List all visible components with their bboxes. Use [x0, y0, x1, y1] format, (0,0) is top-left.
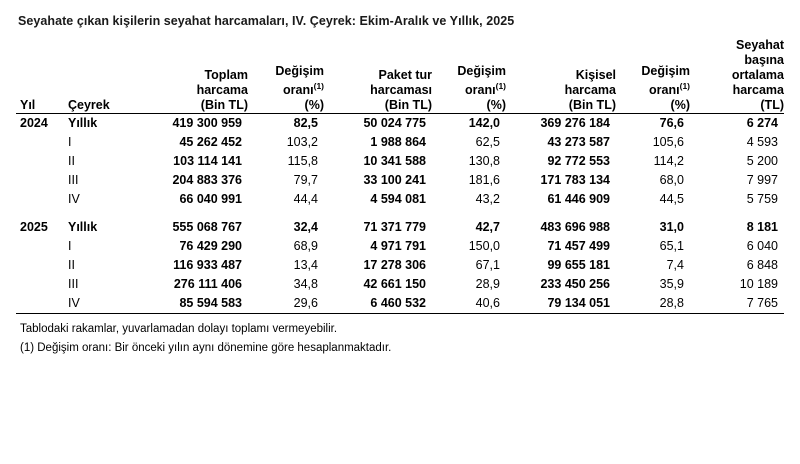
cell-total-spend: 103 114 141: [173, 154, 242, 168]
cell-average-per-trip: 4 593: [746, 135, 778, 149]
cell-quarter: Yıllık: [68, 220, 98, 234]
cell-package-spend: 33 100 241: [363, 173, 426, 187]
cell-average-per-trip: 5 200: [746, 154, 778, 168]
cell-average-per-trip: 7 997: [746, 173, 778, 187]
table-header: [16, 38, 784, 114]
cell-quarter: II: [68, 258, 75, 272]
cell-personal-spend: 99 655 181: [547, 258, 610, 272]
cell-average-per-trip: 10 189: [739, 277, 778, 291]
cell-total-spend: 555 068 767: [172, 220, 242, 234]
cell-package-spend: 6 460 532: [370, 296, 426, 310]
cell-personal-change: 28,8: [659, 296, 684, 310]
cell-quarter: Yıllık: [68, 116, 98, 130]
cell-personal-change: 7,4: [666, 258, 684, 272]
cell-year: [16, 256, 64, 275]
cell-year: [16, 237, 64, 256]
cell-total-change: 13,4: [293, 258, 318, 272]
cell-package-change: 62,5: [475, 135, 500, 149]
statistics-table: [16, 38, 784, 314]
cell-average-per-trip: 6 040: [746, 239, 778, 253]
cell-personal-spend: 61 446 909: [547, 192, 610, 206]
cell-total-change: 29,6: [293, 296, 318, 310]
cell-quarter: IV: [68, 296, 80, 310]
cell-average-per-trip: 8 181: [746, 220, 778, 234]
table-footer-rule: [16, 313, 784, 314]
cell-total-change: 79,7: [293, 173, 318, 187]
cell-total-spend: 419 300 959: [172, 116, 242, 130]
cell-year: [16, 275, 64, 294]
footnote-marker: (1): [679, 80, 690, 91]
cell-package-spend: 4 594 081: [370, 192, 426, 206]
cell-package-spend: 4 971 791: [370, 239, 426, 253]
cell-package-change: 181,6: [468, 173, 500, 187]
header-total-change: Değişim oranı$^{(1)}$ (%): [275, 63, 324, 112]
header-personal-change: Değişim oranı$^{(1)}$ (%): [641, 63, 690, 112]
cell-quarter: IV: [68, 192, 80, 206]
page-title: Seyahate çıkan kişilerin seyahat harcamaları, IV. Çeyrek: Ekim-Aralık ve Yıllık, 2025: [18, 14, 515, 28]
cell-personal-spend: 79 134 051: [547, 296, 610, 310]
footnote-marker: (1): [313, 80, 324, 91]
cell-year: [16, 133, 64, 152]
cell-total-change: 44,4: [293, 192, 318, 206]
cell-quarter: I: [68, 239, 72, 253]
cell-quarter: I: [68, 135, 72, 149]
footnote-change-rate: (1) Değişim oranı: Bir önceki yılın aynı dönemine göre hesaplanmaktadır.: [20, 342, 392, 354]
spacer-cell: [16, 209, 784, 218]
cell-total-spend: 76 429 290: [179, 239, 242, 253]
cell-year: [16, 171, 64, 190]
cell-year: [16, 190, 64, 209]
cell-personal-change: 35,9: [659, 277, 684, 291]
cell-package-spend: 10 341 588: [363, 154, 426, 168]
header-package-spend: Paket tur harcaması (Bin TL): [370, 68, 432, 112]
cell-personal-spend: 92 772 553: [547, 154, 610, 168]
cell-year: [16, 294, 64, 313]
row-spacer: [16, 209, 784, 218]
cell-personal-spend: 71 457 499: [547, 239, 610, 253]
cell-package-change: 43,2: [475, 192, 500, 206]
table-row: [16, 190, 784, 209]
cell-quarter: III: [68, 277, 79, 291]
cell-total-spend: 66 040 991: [179, 192, 242, 206]
cell-package-spend: 42 661 150: [363, 277, 426, 291]
table-row: [16, 275, 784, 294]
cell-personal-change: 65,1: [659, 239, 684, 253]
header-average-per-trip: Seyahat başına ortalama harcama (TL): [731, 38, 784, 112]
cell-personal-spend: 43 273 587: [547, 135, 610, 149]
cell-package-spend: 17 278 306: [363, 258, 426, 272]
cell-total-change: 34,8: [293, 277, 318, 291]
table-row: [16, 133, 784, 152]
cell-quarter: II: [68, 154, 75, 168]
cell-personal-change: 114,2: [653, 154, 684, 168]
header-total-spend: Toplam harcama (Bin TL): [196, 68, 248, 112]
cell-personal-spend: 483 696 988: [540, 220, 610, 234]
cell-total-spend: 204 883 376: [172, 173, 242, 187]
cell-package-spend: 71 371 779: [363, 220, 426, 234]
cell-total-spend: 116 933 487: [173, 258, 242, 272]
cell-package-change: 40,6: [475, 296, 500, 310]
cell-personal-change: 68,0: [659, 173, 684, 187]
cell-package-spend: 50 024 775: [363, 116, 426, 130]
cell-year: 2024: [20, 116, 48, 130]
cell-total-change: 82,5: [293, 116, 318, 130]
cell-total-spend: 276 111 406: [173, 277, 242, 291]
table-row: [16, 294, 784, 313]
table-row: [16, 114, 784, 133]
cell-personal-spend: 171 783 134: [540, 173, 610, 187]
cell-total-change: 115,8: [287, 154, 318, 168]
table-row: [16, 218, 784, 237]
cell-total-change: 103,2: [286, 135, 318, 149]
footnote-rounding: Tablodaki rakamlar, yuvarlamadan dolayı toplamı vermeyebilir.: [20, 323, 338, 335]
header-year: Yıl: [20, 98, 36, 112]
cell-personal-spend: 369 276 184: [540, 116, 610, 130]
header-row: [16, 38, 784, 114]
table-row: [16, 171, 784, 190]
cell-personal-change: 105,6: [652, 135, 684, 149]
footnotes: [16, 320, 784, 358]
cell-personal-change: 31,0: [659, 220, 684, 234]
bottom-rule: [16, 313, 784, 314]
cell-package-change: 67,1: [475, 258, 500, 272]
cell-package-change: 142,0: [468, 116, 500, 130]
cell-package-change: 28,9: [475, 277, 500, 291]
cell-personal-spend: 233 450 256: [540, 277, 610, 291]
cell-quarter: III: [68, 173, 79, 187]
cell-total-spend: 45 262 452: [179, 135, 242, 149]
cell-total-change: 32,4: [293, 220, 318, 234]
header-quarter: Çeyrek: [68, 98, 110, 112]
table-body: [16, 114, 784, 313]
footnote-marker: (1): [495, 80, 506, 91]
cell-year: 2025: [20, 220, 48, 234]
cell-year: [16, 152, 64, 171]
cell-package-change: 150,0: [468, 239, 500, 253]
table-row: [16, 237, 784, 256]
header-personal-spend: Kişisel harcama (Bin TL): [564, 68, 616, 112]
cell-average-per-trip: 6 848: [746, 258, 778, 272]
header-package-change: Değişim oranı$^{(1)}$ (%): [457, 63, 506, 112]
cell-personal-change: 76,6: [659, 116, 684, 130]
cell-average-per-trip: 6 274: [746, 116, 778, 130]
table-row: [16, 152, 784, 171]
cell-package-change: 130,8: [468, 154, 500, 168]
cell-personal-change: 44,5: [659, 192, 684, 206]
cell-package-spend: 1 988 864: [370, 135, 426, 149]
cell-total-spend: 85 594 583: [179, 296, 242, 310]
cell-average-per-trip: 7 765: [746, 296, 778, 310]
cell-package-change: 42,7: [475, 220, 500, 234]
cell-average-per-trip: 5 759: [746, 192, 778, 206]
table-row: [16, 256, 784, 275]
cell-total-change: 68,9: [293, 239, 318, 253]
